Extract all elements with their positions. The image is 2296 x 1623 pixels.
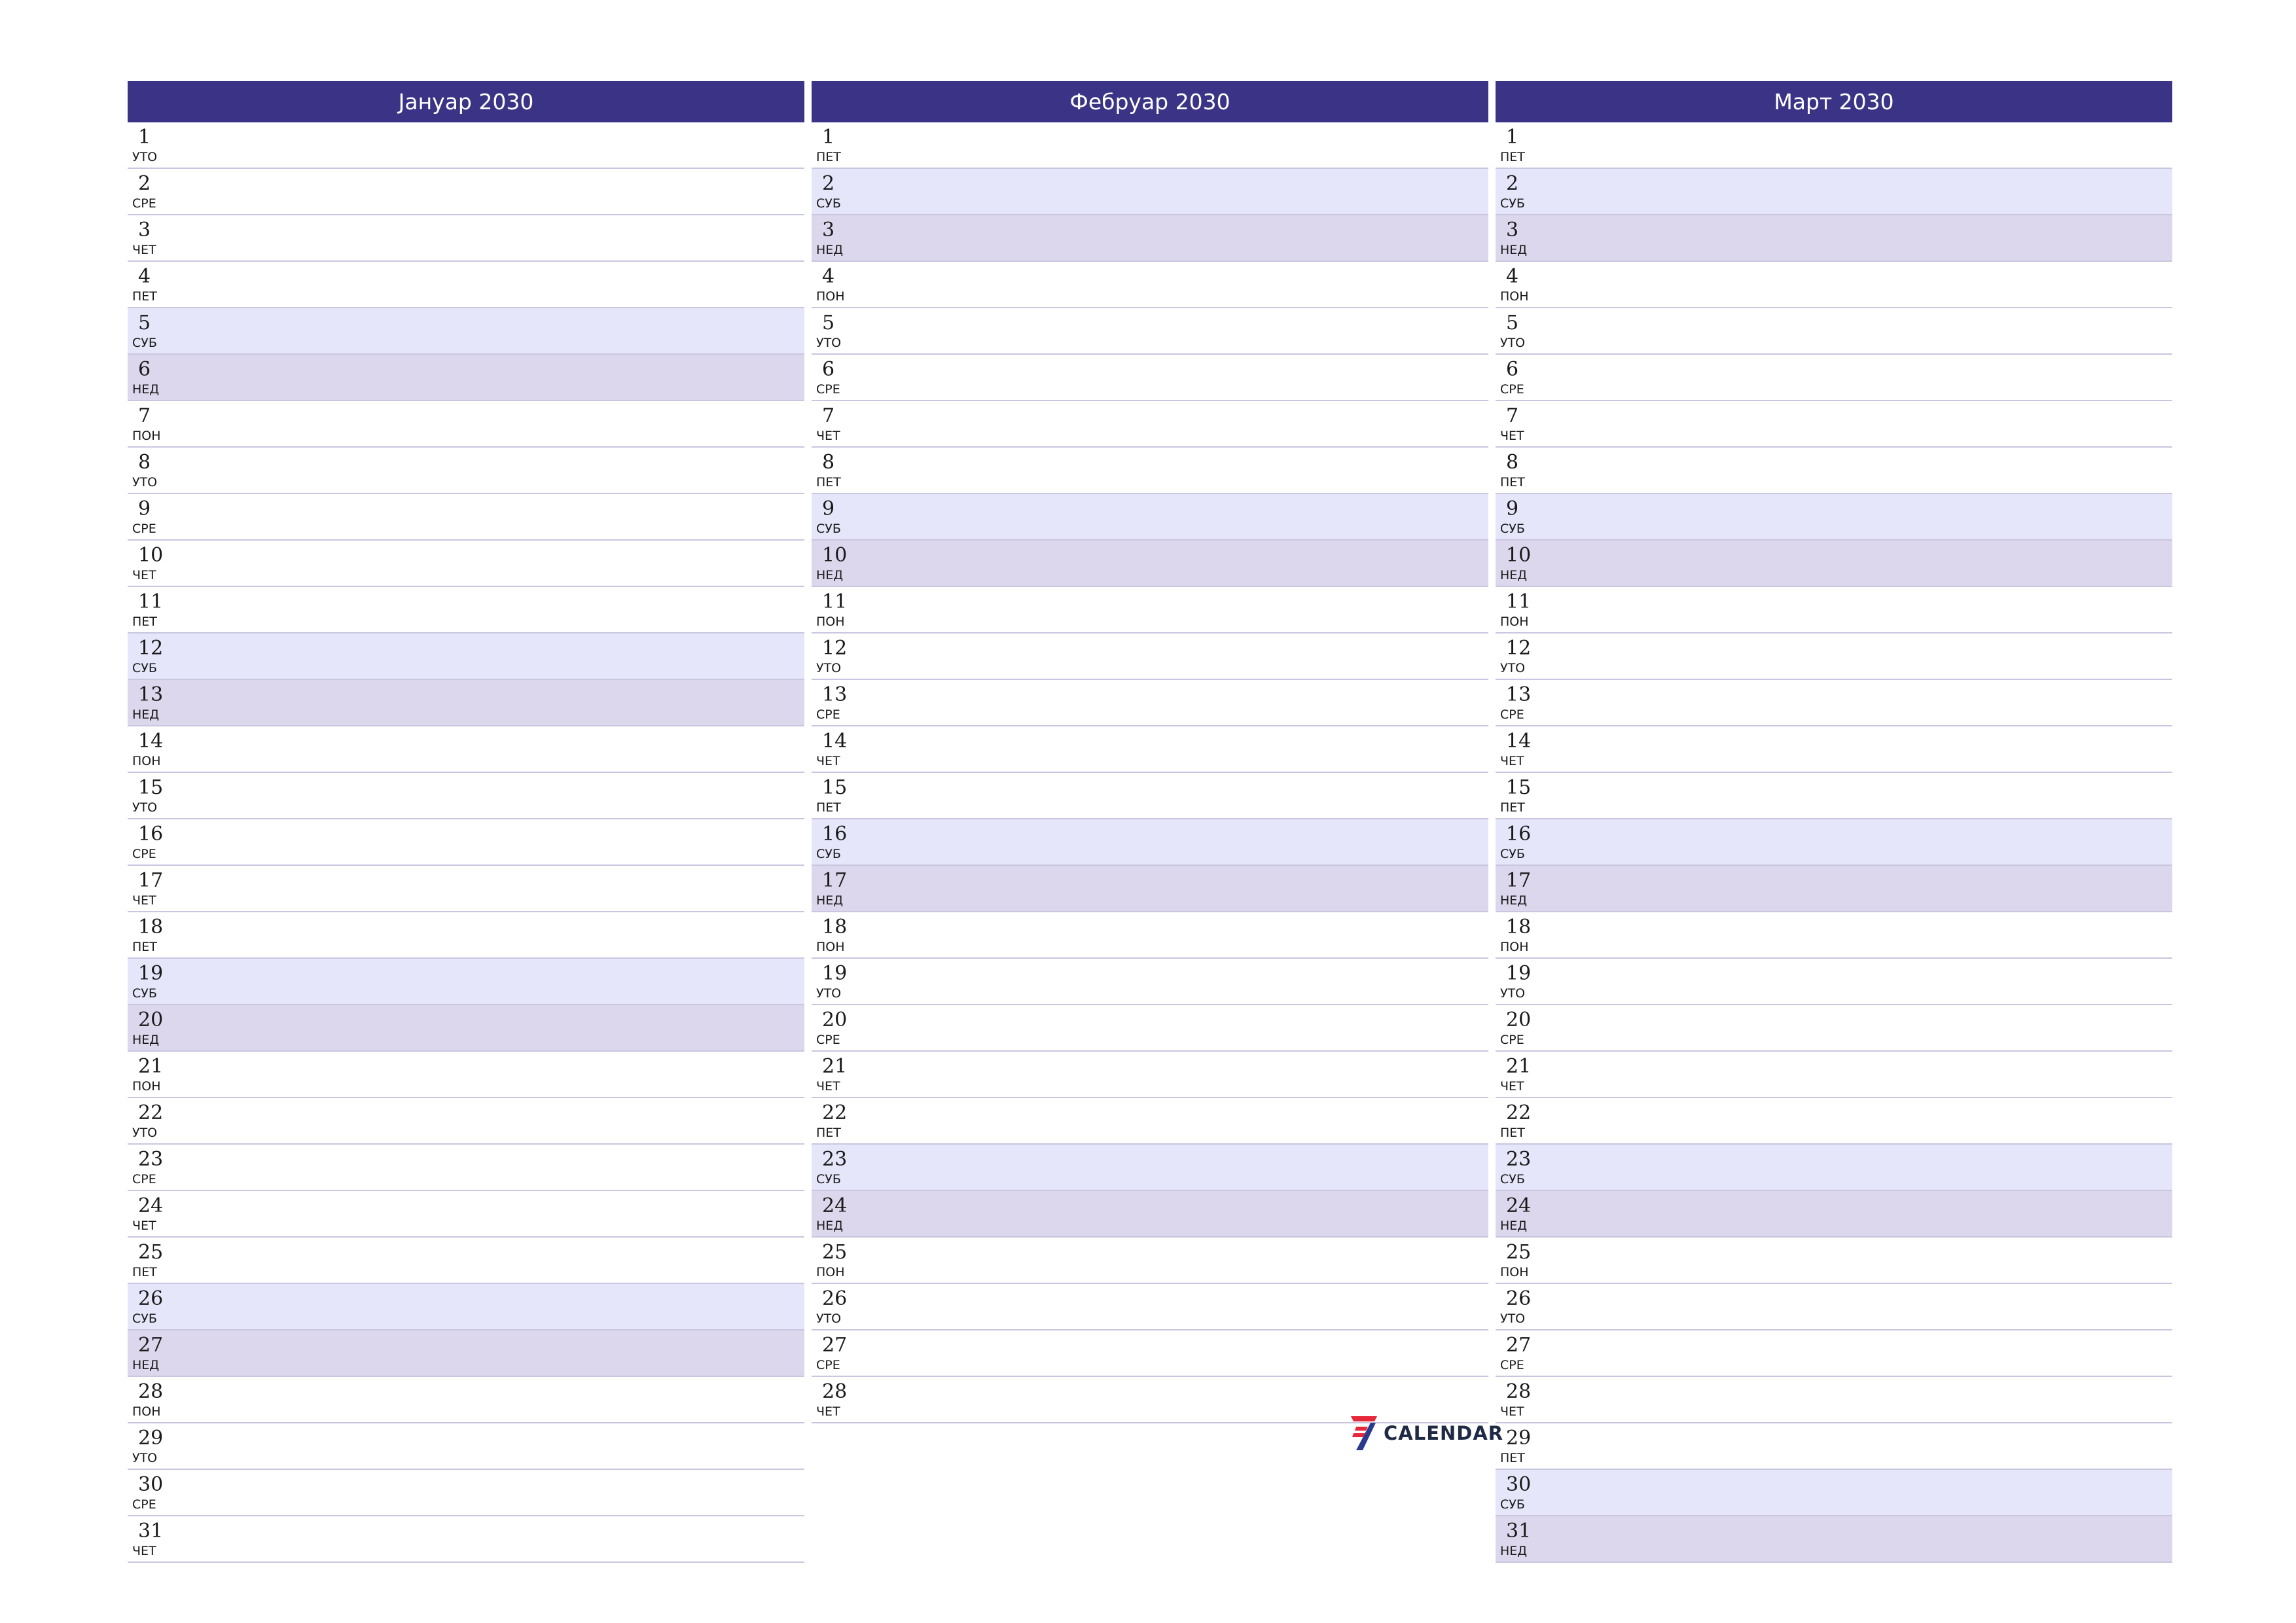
day-number: 21 [138, 1055, 164, 1078]
weekday-name: ЧЕТ [1500, 754, 1524, 768]
day-number: 26 [822, 1287, 848, 1310]
day-number: 22 [138, 1101, 164, 1124]
weekday-name: СРЕ [816, 707, 840, 722]
day-row [128, 726, 804, 773]
day-row [1496, 308, 2172, 355]
weekday-name: СУБ [816, 522, 841, 536]
weekday-name: НЕД [132, 382, 160, 397]
day-row [812, 819, 1488, 866]
day-row [812, 633, 1488, 680]
weekday-name: СРЕ [1500, 707, 1524, 722]
day-row [128, 262, 804, 308]
day-row [1496, 773, 2172, 819]
day-number: 15 [138, 776, 164, 799]
day-row [1496, 1284, 2172, 1330]
day-row [128, 1098, 804, 1145]
weekday-name: ЧЕТ [132, 893, 156, 908]
day-number: 16 [822, 823, 848, 846]
weekday-name: ПЕТ [1500, 1451, 1525, 1465]
weekday-name: ПОН [132, 429, 161, 443]
day-number: 5 [822, 312, 835, 334]
day-row [128, 1238, 804, 1284]
day-row [1496, 959, 2172, 1005]
day-number: 19 [1506, 962, 1532, 985]
day-row [128, 448, 804, 494]
day-row [812, 959, 1488, 1005]
day-number: 23 [822, 1148, 848, 1171]
day-number: 25 [138, 1241, 164, 1264]
weekday-name: ПЕТ [132, 615, 157, 629]
day-row [812, 866, 1488, 912]
day-number: 27 [822, 1334, 848, 1357]
day-row [128, 1284, 804, 1330]
day-number: 22 [1506, 1101, 1532, 1124]
day-number: 12 [1506, 637, 1532, 660]
day-row [812, 1052, 1488, 1098]
day-number: 6 [138, 358, 151, 381]
weekday-name: СУБ [132, 1311, 157, 1326]
weekday-name: НЕД [816, 568, 844, 582]
day-number: 12 [138, 637, 164, 660]
day-number: 7 [822, 404, 835, 427]
weekday-name: СУБ [132, 336, 157, 350]
weekday-name: СРЕ [816, 1033, 840, 1047]
day-row [128, 1191, 804, 1238]
day-row [128, 1470, 804, 1516]
weekday-name: ПОН [132, 754, 161, 768]
day-row [1496, 169, 2172, 215]
month-header: Март 2030 [1496, 81, 2172, 122]
day-row [1496, 1005, 2172, 1052]
weekday-name: ПОН [816, 615, 845, 629]
day-number: 20 [1506, 1008, 1532, 1031]
day-row [812, 355, 1488, 401]
day-number: 21 [1506, 1055, 1532, 1078]
month-column-february [812, 81, 1488, 1423]
weekday-name: УТО [132, 150, 158, 164]
weekday-name: ПЕТ [132, 1265, 157, 1279]
day-number: 21 [822, 1055, 848, 1078]
day-row [128, 308, 804, 355]
day-number: 5 [1506, 312, 1519, 334]
weekday-name: ПОН [1500, 615, 1529, 629]
day-number: 6 [822, 358, 835, 381]
day-row [812, 1330, 1488, 1377]
day-row [1496, 1470, 2172, 1516]
day-number: 19 [822, 962, 848, 985]
weekday-name: ПОН [1500, 940, 1529, 954]
day-number: 18 [1506, 916, 1532, 938]
day-row [1496, 541, 2172, 587]
weekday-name: ПЕТ [1500, 800, 1525, 815]
weekday-name: НЕД [132, 707, 160, 722]
day-row [128, 1516, 804, 1563]
day-number: 3 [138, 219, 151, 241]
day-number: 10 [1506, 544, 1532, 567]
day-row [128, 1052, 804, 1098]
day-row [812, 1238, 1488, 1284]
day-number: 2 [138, 172, 151, 195]
day-row [128, 633, 804, 680]
day-number: 5 [138, 312, 151, 334]
month-column-january [128, 81, 804, 1563]
weekday-name: УТО [816, 336, 842, 350]
weekday-name: ЧЕТ [1500, 1079, 1524, 1094]
day-number: 13 [138, 683, 164, 706]
weekday-name: ПОН [816, 940, 845, 954]
day-row [1496, 355, 2172, 401]
weekday-name: ЧЕТ [132, 1219, 156, 1233]
day-number: 9 [138, 497, 151, 520]
day-row [812, 541, 1488, 587]
day-number: 14 [138, 730, 164, 753]
day-number: 9 [1506, 497, 1519, 520]
weekday-name: ПОН [816, 1265, 845, 1279]
day-row [128, 494, 804, 541]
day-number: 11 [822, 590, 848, 613]
weekday-name: ЧЕТ [132, 243, 156, 257]
day-number: 31 [138, 1520, 164, 1543]
day-number: 22 [822, 1101, 848, 1124]
day-number: 10 [138, 544, 164, 567]
day-row [1496, 866, 2172, 912]
day-number: 27 [1506, 1334, 1532, 1357]
day-number: 28 [1506, 1380, 1532, 1403]
weekday-name: НЕД [1500, 1219, 1528, 1233]
weekday-name: СРЕ [132, 522, 156, 536]
day-row [128, 912, 804, 959]
day-row [128, 1330, 804, 1377]
weekday-name: СУБ [1500, 1172, 1525, 1186]
day-row [812, 401, 1488, 448]
day-row [1496, 1098, 2172, 1145]
weekday-name: НЕД [132, 1033, 160, 1047]
day-number: 20 [138, 1008, 164, 1031]
day-row [812, 215, 1488, 262]
weekday-name: УТО [1500, 1311, 1526, 1326]
weekday-name: УТО [132, 1126, 158, 1140]
day-number: 1 [138, 126, 151, 149]
day-number: 24 [1506, 1194, 1532, 1217]
weekday-name: ЧЕТ [816, 429, 840, 443]
day-number: 7 [138, 404, 151, 427]
weekday-name: ПЕТ [1500, 150, 1525, 164]
day-number: 3 [822, 219, 835, 241]
day-number: 20 [822, 1008, 848, 1031]
day-number: 13 [1506, 683, 1532, 706]
day-number: 18 [822, 916, 848, 938]
day-row [1496, 1238, 2172, 1284]
day-number: 15 [1506, 776, 1532, 799]
weekday-name: ПОН [132, 1404, 161, 1419]
weekday-name: НЕД [816, 893, 844, 908]
weekday-name: СУБ [816, 847, 841, 861]
weekday-name: УТО [1500, 336, 1526, 350]
day-number: 2 [1506, 172, 1519, 195]
day-row [128, 169, 804, 215]
day-row [812, 1284, 1488, 1330]
day-row [1496, 1191, 2172, 1238]
day-row [1496, 401, 2172, 448]
day-row [128, 355, 804, 401]
day-row [128, 587, 804, 633]
weekday-name: НЕД [1500, 568, 1528, 582]
day-number: 2 [822, 172, 835, 195]
day-row [128, 215, 804, 262]
day-row [812, 494, 1488, 541]
day-row [812, 1145, 1488, 1191]
weekday-name: СРЕ [816, 1358, 840, 1372]
weekday-name: ЧЕТ [816, 1079, 840, 1094]
weekday-name: ЧЕТ [816, 754, 840, 768]
weekday-name: УТО [1500, 661, 1526, 675]
day-number: 17 [1506, 869, 1532, 892]
day-number: 8 [822, 451, 835, 474]
day-row [1496, 215, 2172, 262]
weekday-name: СУБ [132, 661, 157, 675]
day-row [128, 1145, 804, 1191]
day-row [1496, 1423, 2172, 1470]
weekday-name: ПЕТ [1500, 475, 1525, 490]
day-number: 17 [822, 869, 848, 892]
day-row [812, 262, 1488, 308]
day-row [128, 1377, 804, 1423]
day-number: 9 [822, 497, 835, 520]
weekday-name: ПЕТ [816, 150, 841, 164]
day-row [1496, 819, 2172, 866]
day-row [1496, 122, 2172, 169]
day-number: 27 [138, 1334, 164, 1357]
day-row [812, 773, 1488, 819]
day-row [128, 866, 804, 912]
weekday-name: НЕД [132, 1358, 160, 1372]
day-number: 4 [1506, 265, 1519, 288]
weekday-name: ПОН [1500, 289, 1529, 304]
weekday-name: СРЕ [1500, 1358, 1524, 1372]
day-row [812, 726, 1488, 773]
day-row [128, 680, 804, 726]
day-number: 17 [138, 869, 164, 892]
day-number: 8 [138, 451, 151, 474]
day-number: 30 [138, 1473, 164, 1496]
day-number: 11 [138, 590, 164, 613]
weekday-name: УТО [816, 661, 842, 675]
seven-logo-icon [1348, 1415, 1378, 1452]
weekday-name: СРЕ [1500, 1033, 1524, 1047]
weekday-name: ЧЕТ [1500, 429, 1524, 443]
day-row [812, 912, 1488, 959]
month-days [128, 122, 804, 1563]
day-row [1496, 726, 2172, 773]
weekday-name: СУБ [132, 986, 157, 1001]
day-number: 23 [1506, 1148, 1532, 1171]
day-number: 29 [1506, 1427, 1532, 1450]
day-row [1496, 1377, 2172, 1423]
month-days [1496, 122, 2172, 1563]
month-header: Фебруар 2030 [812, 81, 1488, 122]
day-number: 16 [1506, 823, 1532, 846]
day-row [128, 1423, 804, 1470]
day-row [1496, 448, 2172, 494]
day-number: 12 [822, 637, 848, 660]
day-row [1496, 587, 2172, 633]
day-row [812, 1098, 1488, 1145]
weekday-name: НЕД [1500, 1544, 1528, 1558]
day-number: 25 [822, 1241, 848, 1264]
day-number: 7 [1506, 404, 1519, 427]
weekday-name: СРЕ [816, 382, 840, 397]
day-number: 11 [1506, 590, 1532, 613]
day-row [1496, 262, 2172, 308]
day-number: 13 [822, 683, 848, 706]
weekday-name: УТО [1500, 986, 1526, 1001]
day-row [1496, 494, 2172, 541]
day-row [812, 587, 1488, 633]
weekday-name: УТО [132, 1451, 158, 1465]
day-number: 29 [138, 1427, 164, 1450]
day-row [812, 1191, 1488, 1238]
weekday-name: ЧЕТ [1500, 1404, 1524, 1419]
month-column-march [1496, 81, 2172, 1563]
weekday-name: СРЕ [132, 1172, 156, 1186]
day-number: 14 [822, 730, 848, 753]
weekday-name: ЧЕТ [132, 1544, 156, 1558]
day-row [128, 819, 804, 866]
day-row [128, 541, 804, 587]
weekday-name: СРЕ [1500, 382, 1524, 397]
brand-logo-text: CALENDAR [1384, 1422, 1504, 1444]
weekday-name: ПЕТ [132, 289, 157, 304]
day-row [812, 122, 1488, 169]
day-number: 6 [1506, 358, 1519, 381]
weekday-name: УТО [132, 475, 158, 490]
day-row [128, 401, 804, 448]
day-row [1496, 1145, 2172, 1191]
weekday-name: СРЕ [132, 847, 156, 861]
weekday-name: НЕД [1500, 893, 1528, 908]
weekday-name: СУБ [1500, 522, 1525, 536]
day-row [128, 1005, 804, 1052]
weekday-name: СУБ [1500, 1497, 1525, 1512]
day-number: 14 [1506, 730, 1532, 753]
day-row [1496, 633, 2172, 680]
weekday-name: УТО [132, 800, 158, 815]
weekday-name: ПОН [1500, 1265, 1529, 1279]
weekday-name: ПОН [132, 1079, 161, 1094]
weekday-name: ПОН [816, 289, 845, 304]
weekday-name: УТО [816, 986, 842, 1001]
day-row [812, 680, 1488, 726]
three-month-calendar [128, 81, 2172, 1558]
weekday-name: ЧЕТ [132, 568, 156, 582]
day-number: 4 [138, 265, 151, 288]
day-number: 24 [138, 1194, 164, 1217]
month-header: Јануар 2030 [128, 81, 804, 122]
day-number: 10 [822, 544, 848, 567]
day-number: 3 [1506, 219, 1519, 241]
weekday-name: НЕД [816, 243, 844, 257]
weekday-name: ПЕТ [816, 1126, 841, 1140]
day-number: 16 [138, 823, 164, 846]
day-number: 26 [138, 1287, 164, 1310]
day-row [1496, 912, 2172, 959]
day-number: 19 [138, 962, 164, 985]
day-number: 23 [138, 1148, 164, 1171]
day-row [812, 169, 1488, 215]
day-row [128, 959, 804, 1005]
weekday-name: СУБ [1500, 847, 1525, 861]
weekday-name: СУБ [816, 196, 841, 211]
day-row [1496, 680, 2172, 726]
weekday-name: УТО [816, 1311, 842, 1326]
weekday-name: СУБ [1500, 196, 1525, 211]
day-number: 28 [138, 1380, 164, 1403]
month-days [812, 122, 1488, 1423]
weekday-name: СРЕ [132, 196, 156, 211]
weekday-name: ПЕТ [816, 800, 841, 815]
brand-logo [1348, 1414, 1503, 1453]
day-row [128, 773, 804, 819]
day-number: 8 [1506, 451, 1519, 474]
day-row [812, 1005, 1488, 1052]
weekday-name: СРЕ [132, 1497, 156, 1512]
day-number: 1 [1506, 126, 1519, 149]
day-row [128, 122, 804, 169]
weekday-name: НЕД [1500, 243, 1528, 257]
day-row [812, 448, 1488, 494]
weekday-name: СУБ [816, 1172, 841, 1186]
day-number: 30 [1506, 1473, 1532, 1496]
day-row [1496, 1330, 2172, 1377]
weekday-name: ЧЕТ [816, 1404, 840, 1419]
day-number: 24 [822, 1194, 848, 1217]
day-number: 1 [822, 126, 835, 149]
day-row [1496, 1052, 2172, 1098]
day-row [812, 308, 1488, 355]
day-number: 18 [138, 916, 164, 938]
day-number: 15 [822, 776, 848, 799]
day-number: 28 [822, 1380, 848, 1403]
day-number: 26 [1506, 1287, 1532, 1310]
day-number: 31 [1506, 1520, 1532, 1543]
weekday-name: ПЕТ [816, 475, 841, 490]
weekday-name: ПЕТ [132, 940, 157, 954]
day-number: 4 [822, 265, 835, 288]
day-number: 25 [1506, 1241, 1532, 1264]
day-row [1496, 1516, 2172, 1563]
weekday-name: ПЕТ [1500, 1126, 1525, 1140]
weekday-name: НЕД [816, 1219, 844, 1233]
